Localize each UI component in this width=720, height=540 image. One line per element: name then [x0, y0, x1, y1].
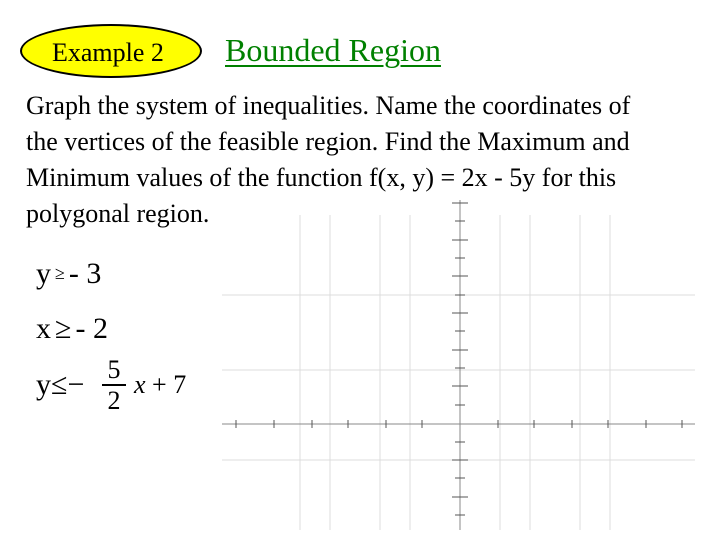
- inequality-2-symbol: ≥: [55, 312, 72, 345]
- inequality-3-symbol: ≤: [51, 368, 68, 401]
- inequality-1-symbol: ≥: [55, 263, 65, 283]
- prompt-line-4: polygonal region.: [26, 199, 210, 228]
- prompt-line-1: Graph the system of inequalities. Name the coordinates of: [26, 91, 631, 120]
- fraction-numerator: 5: [107, 355, 121, 384]
- grid-lines: [222, 215, 695, 530]
- inequality-3-lhs: y: [36, 368, 51, 401]
- fraction-denominator: 2: [107, 386, 121, 415]
- inequality-3-constant: + 7: [152, 370, 187, 399]
- inequality-2-lhs: x: [36, 312, 51, 345]
- inequality-3-sign: −: [67, 368, 85, 401]
- example-label: Example 2: [52, 38, 164, 67]
- inequality-3-variable: x: [134, 370, 146, 399]
- prompt-line-2: the vertices of the feasible region. Find the Maximum and: [26, 127, 630, 156]
- prompt-line-3: Minimum values of the function f(x, y) = 2x - 5y for this: [26, 163, 617, 192]
- inequality-1-lhs: y: [36, 257, 51, 290]
- inequality-2-rhs: - 2: [75, 312, 108, 345]
- slide-title: Bounded Region: [225, 32, 441, 68]
- inequality-1-rhs: - 3: [68, 257, 102, 290]
